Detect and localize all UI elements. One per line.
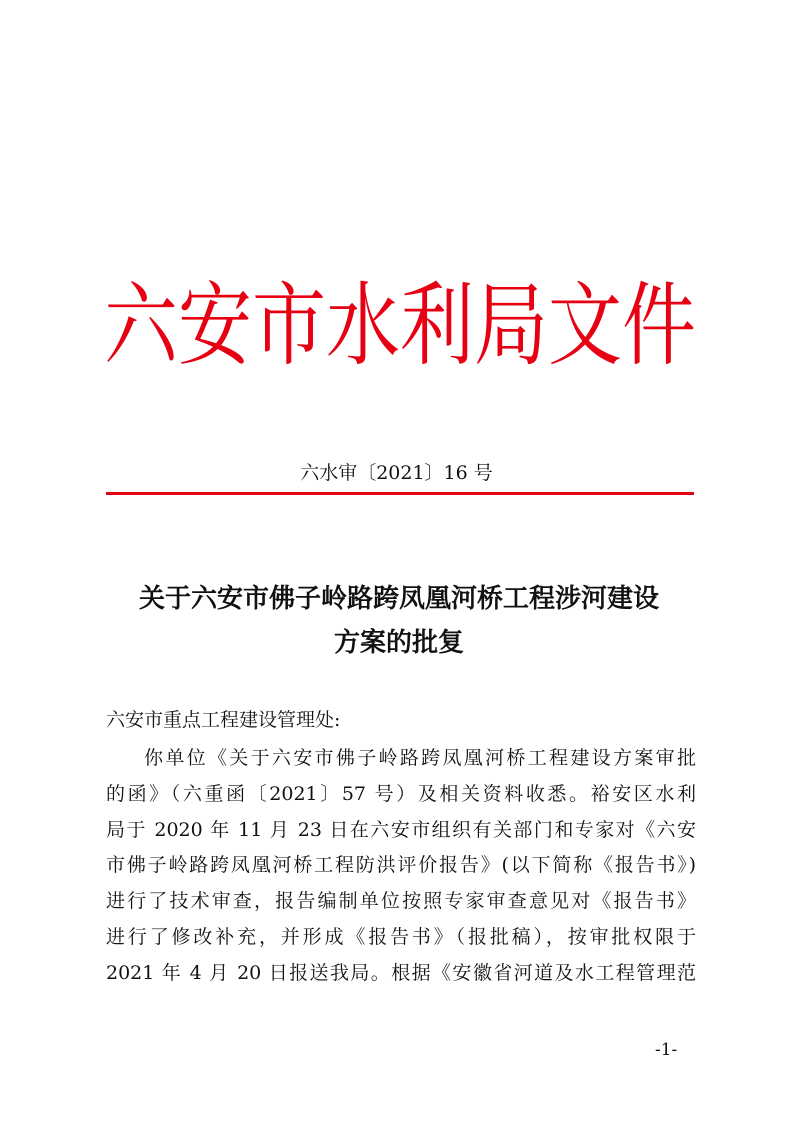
masthead-char: 文 xyxy=(548,273,622,379)
red-divider-rule xyxy=(106,492,694,495)
body-paragraph xyxy=(106,741,696,992)
document-number: 六水审〔2021〕16 号 xyxy=(300,462,493,484)
title-line: 关于六安市佛子岭路跨凤凰河桥工程涉河建设 xyxy=(138,584,659,614)
document-title xyxy=(104,577,694,665)
masthead-char: 件 xyxy=(622,273,696,379)
masthead-title xyxy=(104,270,696,382)
masthead-char: 六 xyxy=(104,273,178,379)
body-line: 局于 2020 年 11 月 23 日在六安市组织有关部门和专家对《六安 xyxy=(106,818,696,841)
masthead-char: 局 xyxy=(474,273,548,379)
body-line: 进行了技术审查，报告编制单位按照专家审查意见对《报告书》 xyxy=(106,890,696,913)
masthead-char: 安 xyxy=(178,273,252,379)
masthead-char: 利 xyxy=(400,273,474,379)
masthead-char: 市 xyxy=(252,273,326,379)
salutation: 六安市重点工程建设管理处: xyxy=(106,709,341,731)
body-line: 2021 年 4 月 20 日报送我局。根据《安徽省河道及水工程管理范 xyxy=(106,961,696,984)
page-number: -1- xyxy=(655,1040,678,1060)
title-line: 方案的批复 xyxy=(333,628,464,658)
masthead-char: 水 xyxy=(326,273,400,379)
body-line: 你单位《关于六安市佛子岭路跨凤凰河桥工程建设方案审批 xyxy=(144,747,696,769)
body-line: 的函》（六重函〔2021〕57 号）及相关资料收悉。裕安区水利 xyxy=(106,782,696,805)
body-line: 进行了修改补充，并形成《报告书》（报批稿），按审批权限于 xyxy=(106,925,696,948)
body-line: 市佛子岭路跨凤凰河桥工程防洪评价报告》(以下简称《报告书》) xyxy=(106,854,696,877)
